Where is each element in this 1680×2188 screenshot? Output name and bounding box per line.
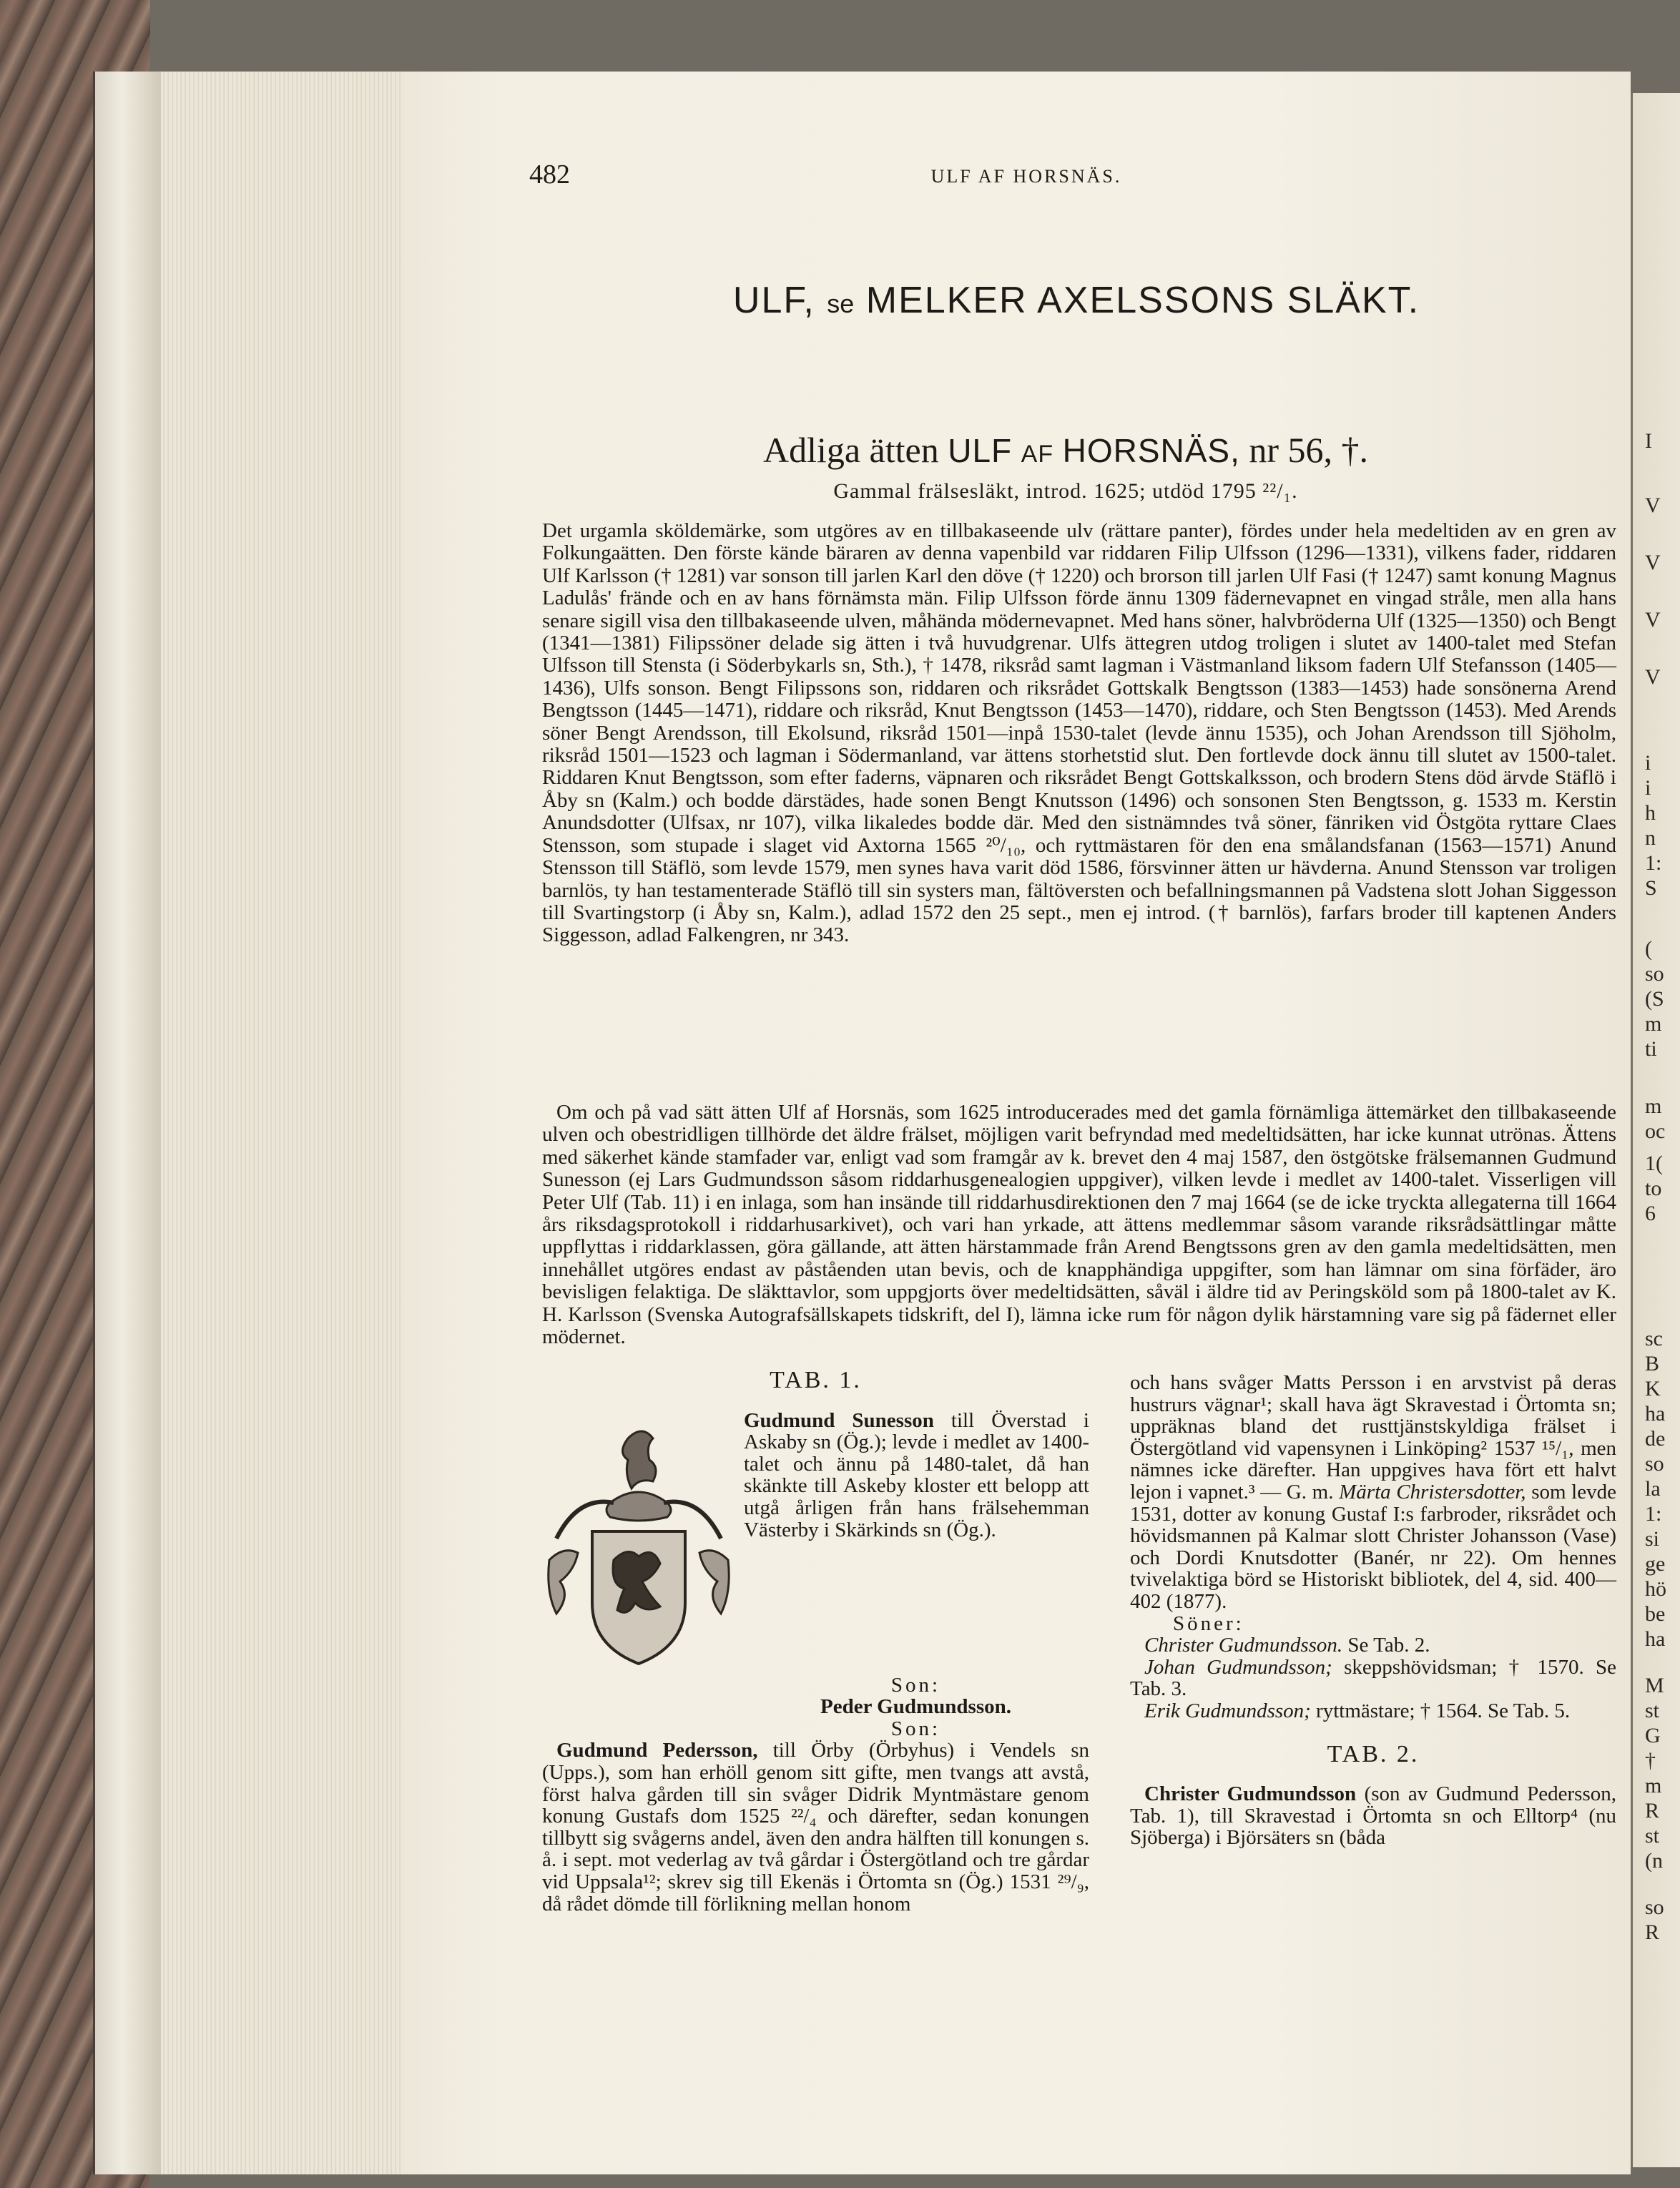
facing-page-fragment: K — [1645, 1377, 1661, 1400]
facing-page-fragment: 1( — [1645, 1152, 1663, 1175]
family-subheading: Gammal frälsesläkt, introd. 1625; utdöd 1795 ²²/₁. — [833, 479, 1298, 503]
facing-page-fragment: (n — [1645, 1849, 1663, 1873]
facing-page-fragment: I — [1645, 429, 1652, 453]
soner-label: Söner: — [1173, 1611, 1244, 1635]
facing-page-fragment: R — [1645, 1920, 1660, 1944]
page-stack — [161, 72, 402, 2174]
facing-page-fragment: m — [1645, 1094, 1662, 1118]
facing-page-fragment: (S — [1645, 987, 1664, 1011]
facing-page-fragment: sc — [1645, 1327, 1663, 1350]
page-number: 482 — [529, 160, 570, 190]
facing-page-fragment: n — [1645, 826, 1656, 850]
wife-name: Märta Christersdotter, — [1339, 1480, 1526, 1503]
binding-edge — [93, 72, 163, 2174]
facing-page-fragment: † — [1645, 1749, 1656, 1772]
facing-page-fragment: ha — [1645, 1402, 1666, 1426]
coat-of-arms-icon — [542, 1417, 735, 1674]
left-column: TAB. 1. Gudmund Sunesson till Överstad i Askaby sn (Ög.); levde i medlet av 1400-talet och ännu på 1480-talet, då han skänkte till Askeby kloster ett belopp att utgå årligen från hans frälsehemman Västerby i Skärkinds sn (Ög.). Son: Peder Gudmundsson. Son: Gudmund Pedersson, till Örby (Örbyhus) i Vendels sn (Upps.), som han erhöll genom sitt gifte, men tvangs att avstå, först halva gården till sin svåger Didrik Myntmästare genom konung Gustafs dom 1525 ²²/₄ och därefter, sedan konungen tillbytt sig svågerns andel, även den andra hälften till konungen s. å. i sept. mot vederlag av två gårdar i Östergötland och tre gårdar vid Uppsala¹²; skrev sig till Ekenäs i Örtomta sn (Ög.) 1531 ²⁹/₉, då rådet dömde till förlikning mellan honom — [542, 1367, 1090, 1915]
facing-page-fragment: hö — [1645, 1577, 1666, 1601]
facing-page-fragment: V — [1645, 608, 1661, 632]
facing-page-fragment: ge — [1645, 1552, 1666, 1576]
facing-page-fragment: 1: — [1645, 1502, 1662, 1526]
facing-page-fragment: so — [1645, 962, 1664, 986]
facing-page-fragment: i — [1645, 751, 1651, 775]
facing-page-fragment: so — [1645, 1895, 1664, 1919]
right-column: och hans svåger Matts Persson i en arvstvist på deras hustrurs vägnar¹; skall hava ägt Skravestad i Örtomta sn; uppräknas bland det rusttjänstskyldiga frälset i Östergötland vid vapensynen i Linköping² 1537 ¹⁵/₁, men nämnes icke därefter. Han uppgives hava fört ett halvt lejon i vapnet.³ — G. m. Märta Christersdotter, som levde 1531, dotter av konung Gustaf I:s farbroder, riksrådet och hövidsmannen på Kalmar slott Christer Johansson (Vase) och Dordi Knutsdotter (Banér, nr 22). Om hennes tvivelaktiga börd se Historiskt bibliotek, del 4, sid. 400—402 (1877). Söner: Christer Gudmundsson. Se Tab. 2. Johan Gudmundsson; skeppshövidsman; † 1570. Se Tab. 3. Erik Gudmundsson; ryttmästare; † 1564. Se Tab. 5. TAB. 2. Christer Gudmundsson (son av Gudmund Pedersson, Tab. 1), till Skravestad i Örtomta sn och Elltorp⁴ (nu Sjöberga) i Björsäters sn (båda — [1130, 1371, 1616, 1850]
son-label: Son: — [890, 1673, 941, 1697]
facing-page-fragment: st — [1645, 1824, 1660, 1848]
facing-page-fragment: B — [1645, 1352, 1660, 1375]
facing-page-fragment: S — [1645, 876, 1657, 900]
facing-page-fragment: la — [1645, 1477, 1661, 1501]
facing-page-fragment: ha — [1645, 1627, 1666, 1651]
facing-page-fragment: V — [1645, 551, 1661, 574]
page-title: ULF, se MELKER AXELSSONS SLÄKT. — [732, 280, 1420, 321]
facing-page-fragment: V — [1645, 494, 1661, 517]
facing-page-fragment: st — [1645, 1699, 1660, 1722]
family-heading: Adliga ätten ULF AF HORSNÄS, nr 56, †. — [762, 430, 1369, 470]
origin-paragraph: Om och på vad sätt ätten Ulf af Horsnäs, som 1625 introducerades med det gamla förnämliga ättemärket den tillbakaseende ulven och obestridligen tillhörde det äldre frälset, möjligen varit befryndad med medeltidsätten, har icke kunnat utrönas. Ättens med säkerhet kände stamfader var, enligt vad som framgår av k. brevet den 4 maj 1587, den östgötske frälsemannen Gudmund Sunesson (ej Lars Gudmundsson såsom riddarhusgenealogien uppgiver), vilken levde i medlet av 1400-talet. Visserligen vill Peter Ulf (Tab. 11) i en inlaga, som han insände till riddarhusdirektionen den 7 maj 1664 (se de icke tryckta allegaterna till 1664 års riksdagsprotokoll i riddarhusarkivet), och vari han yrkade, att ättens medlemmar såsom varande riksrådsättlingar måtte uppflyttas i riddarklassen, göra gällande, att ätten härstammade från Arend Bengtssons gren av den gamla medeltidsätten, men innehållet utgöres endast av påståenden utan bevis, och de knapphändiga uppgifter, som han lämnar om sina förfäder, äro bevisligen felaktiga. De släkttavlor, som uppgjorts över medeltidsätten, såväl i äldre tid av Peringsköld som på 1800-talet av K. H. Karlsson (Svenska Autografsällskapets tidskrift, del I), lämna icke rum för någon dylik härstamning vare sig på fädernet eller mödernet. — [542, 1101, 1616, 1349]
gudmund-sunesson-name: Gudmund Sunesson — [744, 1408, 934, 1432]
facing-page-fragment: h — [1645, 801, 1656, 825]
facing-page-fragment: de — [1645, 1427, 1666, 1451]
facing-page-fragment: ( — [1645, 937, 1652, 961]
gudmund-pedersson-name: Gudmund Pedersson, — [556, 1739, 758, 1762]
facing-page-fragment: ti — [1645, 1037, 1657, 1061]
facing-page-fragment: i — [1645, 776, 1651, 800]
son-label-2: Son: — [890, 1717, 941, 1740]
facing-page-fragment: V — [1645, 665, 1661, 689]
facing-page-fragment: to — [1645, 1177, 1662, 1200]
tab1-heading: TAB. 1. — [770, 1367, 862, 1393]
intro-paragraph: Det urgamla sköldemärke, som utgöres av en tillbakaseende ulv (rättare panter), fördes under hela medeltiden av en gren av Folkungaätten. Den förste kände bäraren av denna vapenbild var riddaren Filip Ulfsson (1296—1331), vilkens fader, riddaren Ulf Karlsson († 1281) var sonson till jarlen Karl den döve († 1220) och brorson till jarlen Ulf Fasi († 1247) samt konung Magnus Ladulås' frände och en av hans förnämsta män. Filip Ulfsson förde ännu 1309 fädernevapnet en vingad stråle, men alla hans senare sigill visa den tillbakaseende ulven, måhända mödernevapnet. Med hans söner, halvbröderna Ulf (1325—1350) och Bengt (1341—1381) Filipssöner delade sig ätten i två huvudgrenar. Ulfs ättegren utdog troligen i slutet av 1400-talet med Stefan Ulfsson till Stensta (i Söderbykarls sn, Sth.), † 1478, riksråd samt lagman i Västmanland liksom fadern Ulf Stefansson (1405—1436), Ulfs sonson. Bengt Filipssons son, riddaren och riksrådet Gottskalk Bengtsson (1383—1453) hade sonsönerna Arend Bengtsson (1445—1471), riddare och riksråd, Knut Bengtsson (1453—1470), riddare, och Sten Bengtsson (1453). Med Arends söner Bengt Arendsson, till Ekolsund, riksråd 1501—inpå 1530-talet (levde ännu 1535), och Johan Arendsson till Sjöholm, riksråd 1501—1523 och lagman i Södermanland, var ättens storhetstid slut. Den fortlevde dock ännu till slutet av 1500-talet. Riddaren Knut Bengtsson, som efter faderns, väpnaren och riksrådet Bengt Gottskalksson, och brodern Stens död ärvde Stäflö i Åby sn (Kalm.) och bodde därstädes, hade sonen Bengt Knutsson (1496) och sonsonen Sten Bengtsson, g. 1533 m. Kerstin Anundsdotter (Ulfsax, nr 107), vilka likaledes bodde där. Med den sistnämndes två söner, fänriken vid Östgöta ryttare Claes Stensson, som stupade i slaget vid Axtorna 1565 ²⁰/₁₀, och ryttmästaren för den ena smålandsfanan (1563—1571) Anund Stensson till Stäflö, som levde 1579, men synes hava varit död 1586, försvinner ätten ur hävderna. Anund Stensson var troligen barnlös, ty han testamenterade Stäflö till sin systers man, fältöversten och befallningsmannen på Vadstena slott Johan Siggesson till Svartingstorp (i Åby sn, Kalm.), adlad 1572 den 25 sept., men ej introd. († barnlös), farfars broder till kaptenen Anders Siggesson, adlad Falkengren, nr 343. — [542, 519, 1616, 947]
facing-page-fragment: oc — [1645, 1119, 1666, 1143]
tab2-heading: TAB. 2. — [1327, 1740, 1420, 1767]
facing-page-fragment: be — [1645, 1602, 1666, 1626]
facing-page-fragment: 1: — [1645, 851, 1662, 875]
facing-page-fragment: G — [1645, 1724, 1661, 1747]
facing-page-fragment: so — [1645, 1452, 1664, 1476]
page-header — [529, 159, 1523, 195]
running-title: ULF AF HORSNÄS. — [930, 166, 1122, 187]
facing-page-fragment: R — [1645, 1799, 1660, 1822]
facing-page-fragment: m — [1645, 1012, 1662, 1036]
facing-page-fragment: M — [1645, 1674, 1664, 1697]
christer-gudmundsson-name: Christer Gudmundsson — [1144, 1782, 1357, 1806]
facing-page-fragment: m — [1645, 1774, 1662, 1797]
peder-gudmundsson: Peder Gudmundsson. — [820, 1695, 1011, 1719]
facing-page-fragment: si — [1645, 1527, 1660, 1551]
facing-page-fragment: 6 — [1645, 1202, 1656, 1225]
